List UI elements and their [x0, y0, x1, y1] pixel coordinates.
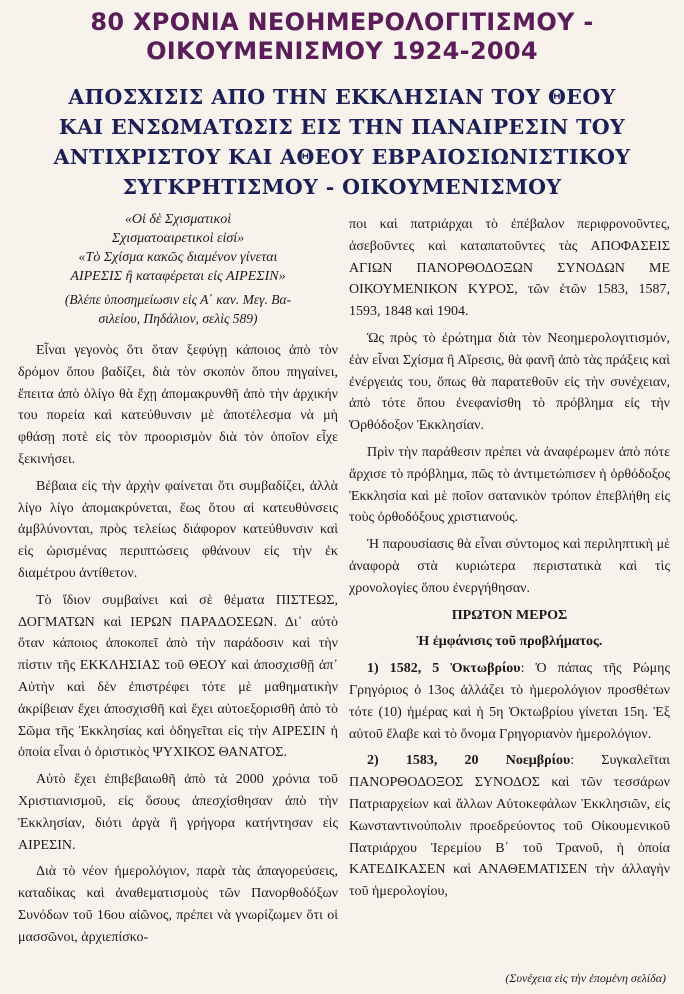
epigraph-line: Σχισματοαιρετικοὶ εἰσί»: [111, 231, 245, 246]
chronology-item: [349, 750, 670, 903]
item-date: 2) 1583, 20 Νοεμβρίου: [367, 753, 571, 769]
left-column: [18, 210, 338, 954]
subtitle: [0, 82, 684, 202]
paragraph: Ἡ παρουσίασις θὰ εἶναι σύντομος καὶ περιληπτικὴ μὲ ἀναφορὰ στὰ κυριώτερα περιστατικὰ καὶ τὶς χρονολογίες ὅπου ἐνεργήθησαν.: [349, 537, 670, 596]
paragraph: Πρὶν τὴν παράθεσιν πρέπει νὰ ἀναφέρωμεν ἀπὸ πότε ἄρχισε τὸ πρόβλημα, πῶς τὸ ἀντιμετώπισεν ἡ ὀρθόδοξος Ἐκκλησία καὶ μὲ ποῖον σατανικὸν τρόπον ἐπεβλήθη εἰς τοὺς ὀρθοδόξους χριστιανούς.: [349, 444, 670, 526]
paragraph: Τὸ ἴδιον συμβαίνει καὶ σὲ θέματα ΠΙΣΤΕΩΣ, ΔΟΓΜΑΤΩΝ καὶ ΙΕΡΩΝ ΠΑΡΑΔΟΣΕΩΝ. Δι᾽ αὐτὸ ὅταν κάποιος ἀποκοπεῖ ἀπὸ τὴν παράδοσιν καὶ τὴν πίστιν τῆς ΕΚΚΛΗΣΙΑΣ τοῦ ΘΕΟΥ καὶ ἀποσχισθῇ ἀπ᾽ Αὐτὴν καὶ δὲν ἐπιστρέφει τότε μὲ μαθηματικὴν ἀκρίβειαν ἔχει ἀποσχισθῆ καὶ ἔχει αὐτοεξορισθῆ ἀπὸ τὸ Σῶμα τῆς Ἐκκλησίας καὶ ὁδηγεῖται εἰς τὴν ΑΙΡΕΣΙΝ ἡ ὁποία εἶναι ὁ ὁριστικὸς ΨΥΧΙΚΟΣ ΘΑΝΑΤΟΣ.: [18, 592, 338, 761]
subtitle-line: ΚΑΙ ΕΝΣΩΜΑΤΩΣΙΣ ΕΙΣ ΤΗΝ ΠΑΝΑΙΡΕΣΙΝ ΤΟΥ: [58, 115, 626, 139]
item-date: 1) 1582, 5 Ὀκτωβρίου: [367, 661, 521, 677]
epigraph-line: «Τὸ Σχίσμα κακῶς διαμένον γίνεται: [78, 250, 278, 265]
subtitle-line: ΑΝΤΙΧΡΙΣΤΟΥ ΚΑΙ ΑΘΕΟΥ ΕΒΡΑΙΟΣΙΩΝΙΣΤΙΚΟΥ: [53, 145, 631, 169]
epigraph-reference: [18, 290, 338, 328]
epigraph-line: ΑΙΡΕΣΙΣ ἢ καταφέρεται εἰς ΑΙΡΕΣΙΝ»: [70, 269, 286, 284]
epigraph-ref-line: σιλείου, Πηδάλιον, σελὶς 589): [98, 311, 258, 326]
section-subheading: Ἡ ἐμφάνισις τοῦ προβλήματος.: [416, 634, 603, 650]
paragraph: Αὐτὸ ἔχει ἐπιβεβαιωθῆ ἀπὸ τὰ 2000 χρόνια τοῦ Χριστιανισμοῦ, εἰς ὅσους ἀπεσχίσθησαν ἀπὸ τὴν Ἐκκλησίαν, διότι ἀργὰ ἢ γρήγορα κατήντησαν εἰς ΑΙΡΕΣΙΝ.: [18, 772, 338, 853]
continuation-note: (Συνέχεια εἰς τὴν ἑπομένη σελίδα): [505, 971, 666, 985]
paragraph: Ὡς πρὸς τὸ ἐρώτημα διὰ τὸν Νεοημερολογιτισμόν, ἐὰν εἶναι Σχίσμα ἢ Αἵρεσις, θὰ φανῆ ἀπὸ τὰς πράξεις καὶ ἐνέργειάς του, ὅπως θὰ παρατεθοῦν εἰς τὴν συνέχειαν, ἀπὸ τότε ὅπου ἐνεφανίσθη τὸ πρόβλημα εἰς τὴν Ὀρθόδοξον Ἐκκλησίαν.: [349, 330, 670, 434]
paragraph: Διὰ τὸ νέον ἡμερολόγιον, παρὰ τὰς ἀπαγορεύσεις, καταδίκας καὶ ἀναθεματισμοὺς τῶν Πανορθοδόξων Συνόδων τοῦ 16ου αἰῶνος, πρέπει νὰ γνωρίζωμεν ὅτι οἱ μασσῶνοι, ἀρχιεπίσκο-: [18, 864, 338, 945]
chronology-item: [349, 658, 670, 745]
paragraph: Βέβαια εἰς τὴν ἀρχὴν φαίνεται ὅτι συμβαδίζει, ἀλλὰ λίγο λίγο ἀπομακρύνεται, ἕως ὅτου αἱ κατευθύνσεις ἀμβλύνονται, πρὸς τελείως διάφορον κατεύθυνσιν καὶ εἰς ὡρισμένας περιπτώσεις φθάνουν εἰς τὴν ἐκ διαμέτρου ἀντίθετον.: [18, 478, 338, 581]
right-column: [349, 214, 670, 908]
item-text: : Ὁ πάπας τῆς Ρώμης Γρηγόριος ὁ 13ος ἀλλάζει τὸ ἡμερολόγιον προσθέτων τότε (10) ἡμέρας καὶ ἡ 5η Ὀκτωβρίου γίνεται 15η. Ἐξ αὐτοῦ ἔλαβε καὶ τὸ ὄνομα Γρηγοριανὸν ἡμερολόγιον.: [349, 661, 670, 742]
title-line: ΟΙΚΟΥΜΕΝΙΣΜΟΥ 1924-2004: [146, 37, 538, 65]
epigraph: [18, 210, 338, 286]
item-text: : Συγκαλεῖται ΠΑΝΟΡΘΟΔΟΞΟΣ ΣΥΝΟΔΟΣ καὶ τῶν τεσσάρων Πατριαρχείων καὶ ἄλλων Αὐτοκεφάλων Ἐκκλησιῶν, εἰς Κωνσταντινούπολιν προεδρεύοντος τοῦ Οἰκουμενικοῦ Πατριάρχου Ἰερεμίου Β΄ τοῦ Τρανοῦ, ἡ ὁποία ΚΑΤΕΔΙΚΑΣΕΝ καὶ ΑΝΑΘΕΜΑΤΙΣΕΝ τὴν ἀλλαγὴν τοῦ ἡμερολογίου,: [349, 753, 670, 900]
epigraph-ref-line: (Βλέπε ὑποσημείωσιν εἰς Α΄ καν. Μεγ. Βα-: [64, 292, 292, 307]
epigraph-line: «Οἱ δὲ Σχισματικοὶ: [124, 212, 232, 227]
paragraph: Εἶναι γεγονὸς ὅτι ὅταν ξεφύγῃ κάποιος ἀπὸ τὸν δρόμον ὅπου βαδίζει, διὰ τὸν σκοπὸν ὅπου πηγαίνει, ἔπειτα ἀπὸ ὀλίγο θὰ ἔχῃ ἀπομακρυνθῆ ἀπὸ τὴν ἀρχικήν του πορεία καὶ κατεύθυνσιν μὲ ἀποτέλεσμα νὰ μὴ φθάσῃ ποτὲ εἰς τὸν προορισμὸν διὰ τὸν ὁποῖον εἶχε ξεκινήσει.: [18, 343, 338, 467]
subtitle-line: ΑΠΟΣΧΙΣΙΣ ΑΠΟ ΤΗΝ ΕΚΚΛΗΣΙΑΝ ΤΟΥ ΘΕΟΥ: [68, 85, 616, 109]
section-heading: ΠΡΩΤΟΝ ΜΕΡΟΣ: [451, 607, 568, 623]
subtitle-line: ΣΥΓΚΡΗΤΙΣΜΟΥ - ΟΙΚΟΥΜΕΝΙΣΜΟΥ: [122, 175, 562, 199]
title-line: 80 ΧΡΟΝΙΑ ΝΕΟΗΜΕΡΟΛΟΓΙΤΙΣΜΟΥ -: [90, 8, 594, 36]
paragraph: ποι καὶ πατριάρχαι τὸ ἐπέβαλον περιφρονοῦντες, ἀσεβοῦντες καὶ καταπατοῦντες τὰς ΑΠΟΦΑΣΕΙΣ ΑΓΙΩΝ ΠΑΝΟΡΘΟΔΟΞΩΝ ΣΥΝΟΔΩΝ ΜΕ ΟΙΚΟΥΜΕΝΙΚΟΝ ΚΥΡΟΣ, τῶν ἐτῶν 1583, 1587, 1593, 1848 καὶ 1904.: [349, 217, 670, 320]
main-title: [0, 8, 684, 66]
